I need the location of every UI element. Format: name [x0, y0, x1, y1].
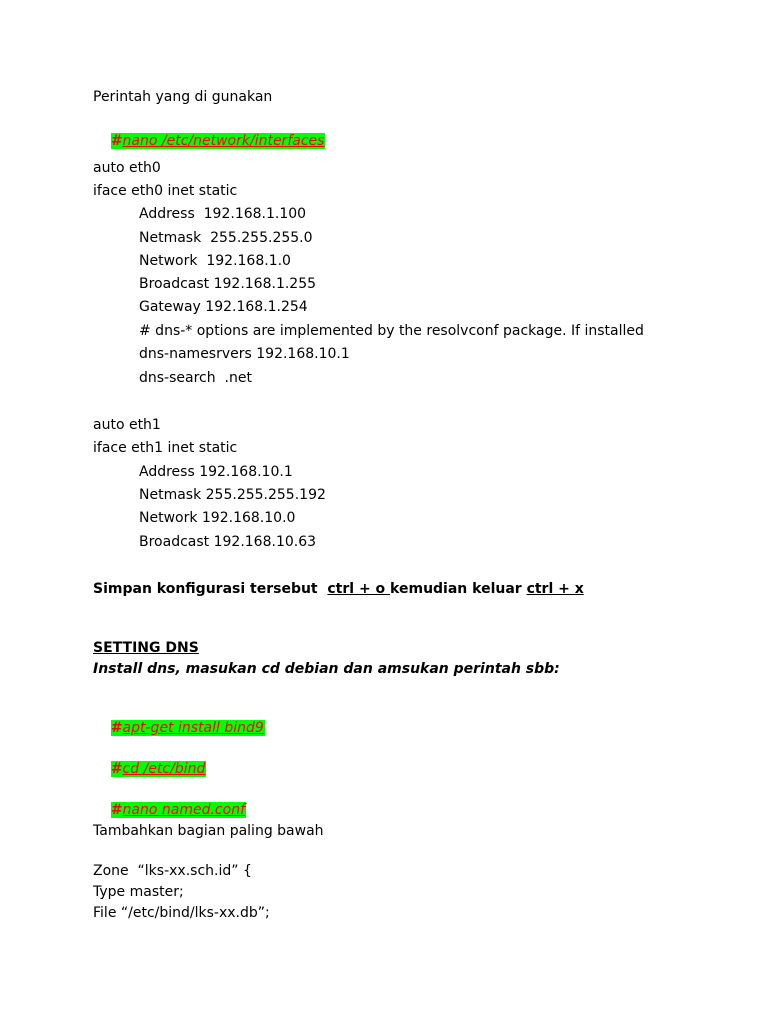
command-text: cd /etc/bind [122, 761, 206, 777]
command-highlight [111, 133, 326, 149]
hash-symbol: # [110, 133, 123, 149]
save-key-ctrl-o: ctrl + o [327, 581, 391, 597]
hash-symbol: # [110, 761, 123, 777]
eth0-gateway: Gateway 192.168.1.254 [139, 299, 308, 315]
eth1-auto: auto eth1 [93, 417, 161, 433]
eth1-address: Address 192.168.10.1 [139, 464, 293, 480]
eth0-iface: iface eth0 inet static [93, 183, 238, 199]
save-key-ctrl-x: ctrl + x [526, 581, 584, 597]
eth0-netmask: Netmask 255.255.255.0 [139, 230, 313, 246]
eth0-address: Address 192.168.1.100 [139, 206, 307, 222]
eth1-iface: iface eth1 inet static [93, 440, 238, 456]
eth0-broadcast: Broadcast 192.168.1.255 [139, 276, 317, 292]
setting-dns-title: SETTING DNS [93, 640, 199, 656]
eth0-network: Network 192.168.1.0 [139, 253, 291, 269]
command-highlight [111, 720, 265, 736]
eth0-comment: # dns-* options are implemented by the resolvconf package. If installed [139, 323, 644, 339]
zone-line-3: File “/etc/bind/lks-xx.db”; [93, 905, 270, 921]
eth0-dns-search: dns-search .net [139, 370, 252, 386]
zone-line-2: Type master; [93, 884, 184, 900]
save-instruction [93, 579, 584, 599]
add-instruction: Tambahkan bagian paling bawah [93, 823, 324, 839]
command-highlight [111, 761, 207, 777]
eth1-network: Network 192.168.10.0 [139, 510, 296, 526]
command-text: apt-get install bind9 [122, 720, 264, 736]
eth0-auto: auto eth0 [93, 160, 161, 176]
zone-line-1: Zone “lks-xx.sch.id” { [93, 863, 252, 879]
heading-text: Perintah yang di gunakan [93, 89, 273, 105]
command-text: nano /etc/network/interfaces [122, 133, 325, 149]
eth0-dns-nameservers: dns-namesrvers 192.168.10.1 [139, 346, 350, 362]
command-text: nano named.conf [122, 802, 245, 818]
hash-symbol: # [110, 802, 123, 818]
hash-symbol: # [110, 720, 123, 736]
save-middle: kemudian keluar [390, 581, 527, 597]
setting-dns-subtitle: Install dns, masukan cd debian dan amsukan perintah sbb: [93, 661, 560, 677]
command-highlight [111, 802, 246, 818]
save-prefix: Simpan konfigurasi tersebut [93, 581, 328, 597]
eth1-broadcast: Broadcast 192.168.10.63 [139, 534, 317, 550]
eth1-netmask: Netmask 255.255.255.192 [139, 487, 326, 503]
